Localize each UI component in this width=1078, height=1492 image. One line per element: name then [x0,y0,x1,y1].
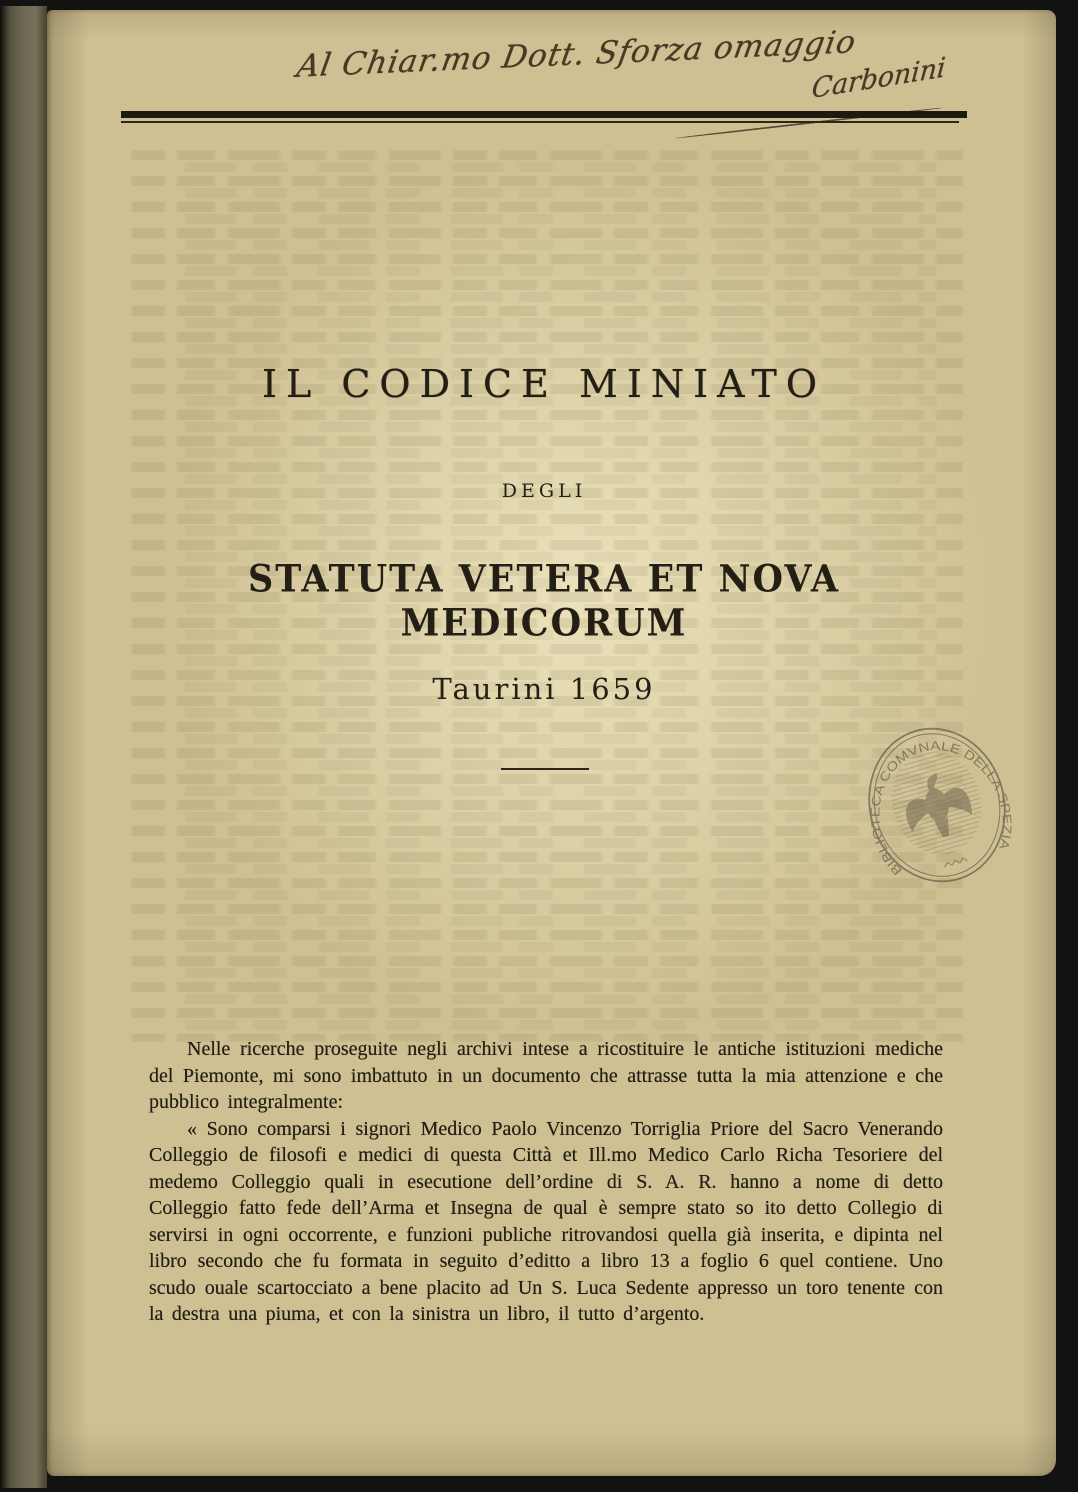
library-stamp [839,702,1035,908]
title-connector-label: DEGLI [501,480,587,502]
page-title: IL CODICE MINIATO [262,362,826,406]
paragraph-intro: Nelle ricerche proseguite negli archivi intese a ricostituire le antiche istituzioni mediche del Piemonte, mi sono imbattuto in un documento che attrasse tutta la mia attenzione e che pubblico integralmente: [149,1038,943,1113]
body-text [149,1036,943,1328]
paper-page [47,10,1056,1476]
imprint-line: Taurini 1659 [432,672,656,706]
stamp-text: BIBLIOTECA COMVNALE DELLA SPEZIA [868,738,1014,878]
dedication-signature: Carbonini [810,52,947,106]
double-head-rule [121,111,967,118]
book-cover-edge [2,6,47,1488]
paragraph-quoted-document: « Sono comparsi i signori Medico Paolo Vincenzo Torriglia Priore del Sacro Venerando Colleggio de filosofi e medici di questa Città et Ill.mo Medico Carlo Richa Tesoriere del medemo Colleggio quali in esecutione dell’ordine di S. A. R. hanno a nome di detto Colleggio fatto fede dell’Arma et Insegna de qual è sempre stato so ito detto Collegio di servirsi in ogni occorrente, e funzioni publiche ritrovandosi quella già inserita, e dipinta nel libro secondo che fu formata in seguito d’editto a libro 13 a foglio 6 quel contiene. Uno scudo ouale scartocciato a bene placito ad Un S. Luca Sedente appresso un toro tenente con la destra una piuma, et con la sinistra un libro, il tutto d’argento. [149,1117,943,1325]
main-latin-title: STATUTA VETERA ET NOVA MEDICORUM [247,556,841,646]
handwritten-dedication: Al Chiar.mo Dott. Sforza omaggio [294,24,860,85]
short-divider-rule [501,768,589,770]
